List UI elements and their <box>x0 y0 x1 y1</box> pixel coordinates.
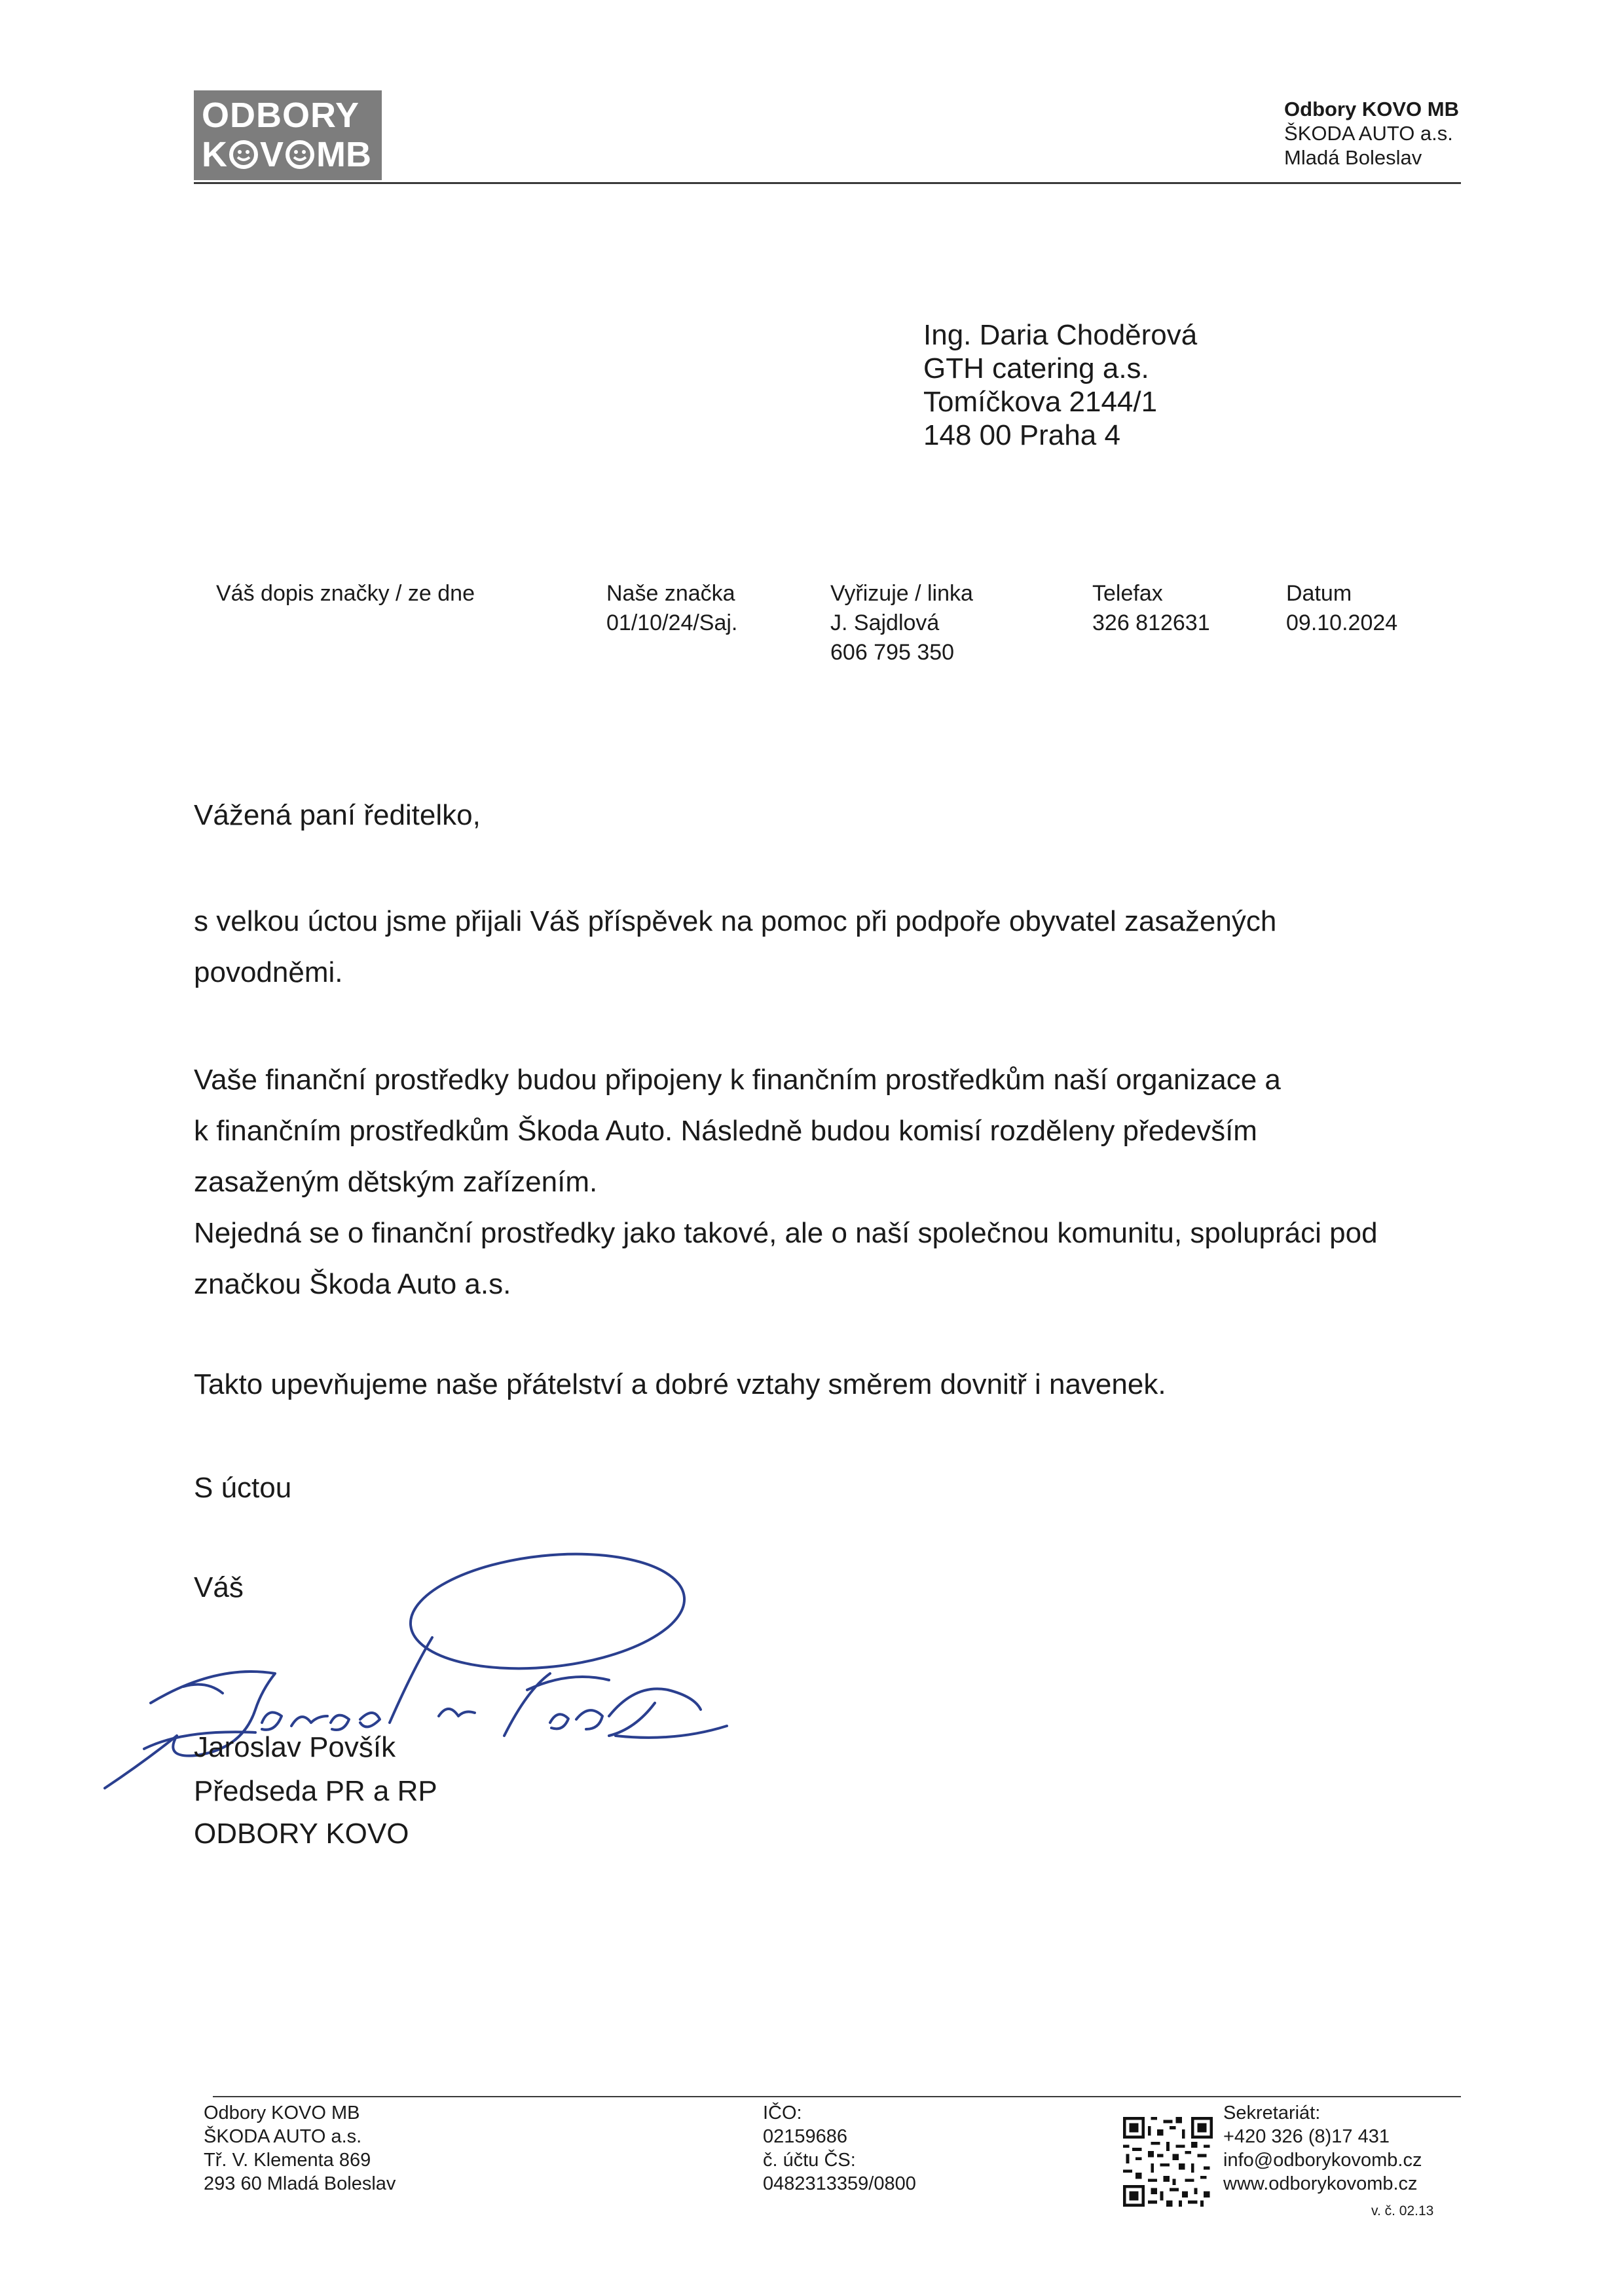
ico-label: IČO: <box>763 2103 802 2123</box>
account-label: č. účtu ČS: <box>763 2150 856 2171</box>
footer-divider <box>213 2096 1461 2097</box>
account-value: 0482313359/0800 <box>763 2173 916 2194</box>
paragraph-2-line: Nejedná se o finanční prostředky jako takové, ale o naší společnou komunitu, spolupráci pod <box>194 1217 1378 1249</box>
closing: S úctou <box>194 1472 292 1504</box>
signer-name: Jaroslav Povšík <box>194 1731 396 1763</box>
letterhead-org-name: Odbory KOVO MB <box>1284 98 1459 121</box>
header-divider <box>194 182 1461 184</box>
signer-organization: ODBORY KOVO <box>194 1818 409 1850</box>
qr-code-icon <box>1123 2117 1213 2207</box>
paragraph-2-line: Vaše finanční prostředky budou připojeny k finančním prostředkům naší organizace a <box>194 1064 1281 1096</box>
footer-address <box>204 2101 396 2196</box>
logo-text-line2 <box>202 135 375 174</box>
smiley-ring-icon <box>285 140 315 170</box>
paragraph-1-line: povodněmi. <box>194 956 343 988</box>
secretariat-phone[interactable]: +420 326 (8)17 431 <box>1223 2126 1390 2147</box>
paragraph-3: Takto upevňujeme naše přátelství a dobré vztahy směrem dovnitř i navenek. <box>194 1368 1166 1400</box>
closing-vas: Váš <box>194 1571 244 1603</box>
paragraph-2-line: k finančním prostředkům Škoda Auto. Následně budou komisí rozděleny především <box>194 1115 1257 1147</box>
date-value: 09.10.2024 <box>1286 610 1398 635</box>
paragraph-2-line: značkou Škoda Auto a.s. <box>194 1268 511 1300</box>
handled-by-phone: 606 795 350 <box>830 640 955 665</box>
letterhead-organization <box>1284 97 1459 170</box>
footer-address-line: Tř. V. Klementa 869 <box>204 2150 371 2171</box>
footer-address-line: Odbory KOVO MB <box>204 2103 360 2123</box>
smiley-ring-icon <box>229 140 259 170</box>
recipient-city: 148 00 Praha 4 <box>923 419 1120 451</box>
signer-title: Předseda PR a RP <box>194 1775 437 1807</box>
telefax-label: Telefax <box>1092 581 1163 606</box>
document-version: v. č. 02.13 <box>1371 2203 1434 2218</box>
logo-text-mb: MB <box>316 135 372 174</box>
handled-by-label: Vyřizuje / linka <box>830 581 973 606</box>
your-letter-label: Váš dopis značky / ze dne <box>216 581 475 606</box>
paragraph-1 <box>194 896 1471 998</box>
paragraph-1-line: s velkou úctou jsme přijali Váš příspěvek na pomoc při podpoře obyvatel zasažených <box>194 905 1277 937</box>
secretariat-email[interactable]: info@odborykovomb.cz <box>1223 2150 1422 2171</box>
secretariat-label: Sekretariát: <box>1223 2103 1321 2123</box>
recipient-company: GTH catering a.s. <box>923 352 1149 384</box>
footer-secretariat <box>1223 2101 1422 2196</box>
letterhead-company: ŠKODA AUTO a.s. <box>1284 122 1453 145</box>
salutation: Vážená paní ředitelko, <box>194 799 481 831</box>
date-label: Datum <box>1286 581 1352 606</box>
secretariat-website[interactable]: www.odborykovomb.cz <box>1223 2173 1418 2194</box>
handled-by <box>830 579 973 667</box>
recipient-name: Ing. Daria Choděrová <box>923 319 1198 351</box>
recipient-street: Tomíčkova 2144/1 <box>923 386 1158 418</box>
date <box>1286 579 1397 638</box>
ico-value: 02159686 <box>763 2126 848 2147</box>
logo-text-line1: ODBORY <box>202 96 360 135</box>
logo-letter-v: V <box>260 135 284 174</box>
organization-logo <box>194 90 382 180</box>
our-reference <box>606 579 737 638</box>
our-reference-value: 01/10/24/Saj. <box>606 610 738 635</box>
paragraph-2 <box>194 1055 1471 1310</box>
footer-address-line: 293 60 Mladá Boleslav <box>204 2173 396 2194</box>
telefax <box>1092 579 1210 638</box>
your-letter-reference <box>216 579 475 608</box>
footer-address-line: ŠKODA AUTO a.s. <box>204 2126 362 2147</box>
handled-by-name: J. Sajdlová <box>830 610 940 635</box>
footer-registration <box>763 2101 916 2196</box>
logo-letter-k: K <box>202 135 227 174</box>
paragraph-2-line: zasaženým dětským zařízením. <box>194 1166 598 1198</box>
letterhead-city: Mladá Boleslav <box>1284 146 1422 169</box>
our-reference-label: Naše značka <box>606 581 735 606</box>
telefax-value: 326 812631 <box>1092 610 1210 635</box>
recipient-address <box>923 318 1197 452</box>
